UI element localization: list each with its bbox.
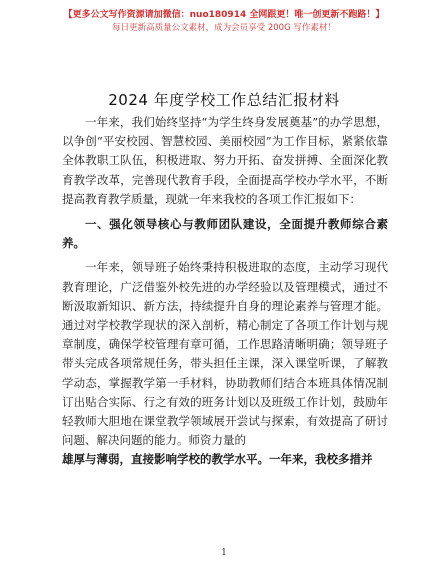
paragraph-continued: 雄厚与薄弱，直接影响学校的教学水平。一年来，我校多措并 [62,452,373,467]
paragraph-section-1: 一年来，领导班子始终秉持积极进取的态度，主动学习现代教育理论，广泛借鉴外校先进的办学经验以及管理模式，通过不断汲取新知识、新方法，持续提升自身的理论素养与管理才能。通过对学校教学现状的深入剖析，精心制定了各项工作计划与规章制度，确保学校管理有章可循，工作思路清晰明确；领导班子带头完成各项常规任务，带头担任主课，深入课堂听课，了解教学动态，掌握教学第一手材料，协助教师们结合本班具体情况制订出贴合实际、行之有效的班务计划以及班级工作计划，鼓励年轻教师大胆地在课堂教学领域展开尝试与探索，有效提高了研讨问题、解决问题的能力。师资力量的 [62,260,388,448]
document-body [62,113,388,470]
promo-line-2: 每日更新高质量公文素材，成为会员享受 200G 写作素材！ [112,23,336,33]
page-number: 1 [221,548,227,558]
promo-line-1: 【更多公文写作资源请加微信：nuo180914 全网跟更！唯一创更新不跑路！】 [63,10,385,20]
paragraph-intro: 一年来，我们始终坚持“为学生终身发展奠基”的办学思想，以争创“平安校园、智慧校园、美丽校园”为工作目标，紧紧依靠全体教职工队伍，积极进取、努力开拓、奋发拼搏、全面深化教育教学改革，完善现代教育手段，全面提高学校办学水平，不断提高教育教学质量，现就一年来我校的各项工作汇报如下： [62,115,388,206]
document-title: 2024 年度学校工作总结汇报材料 [108,91,340,109]
promo-banner [0,9,448,35]
section-heading-1: 一、强化领导核心与教师团队建设，全面提升教师综合素养。 [62,217,388,251]
